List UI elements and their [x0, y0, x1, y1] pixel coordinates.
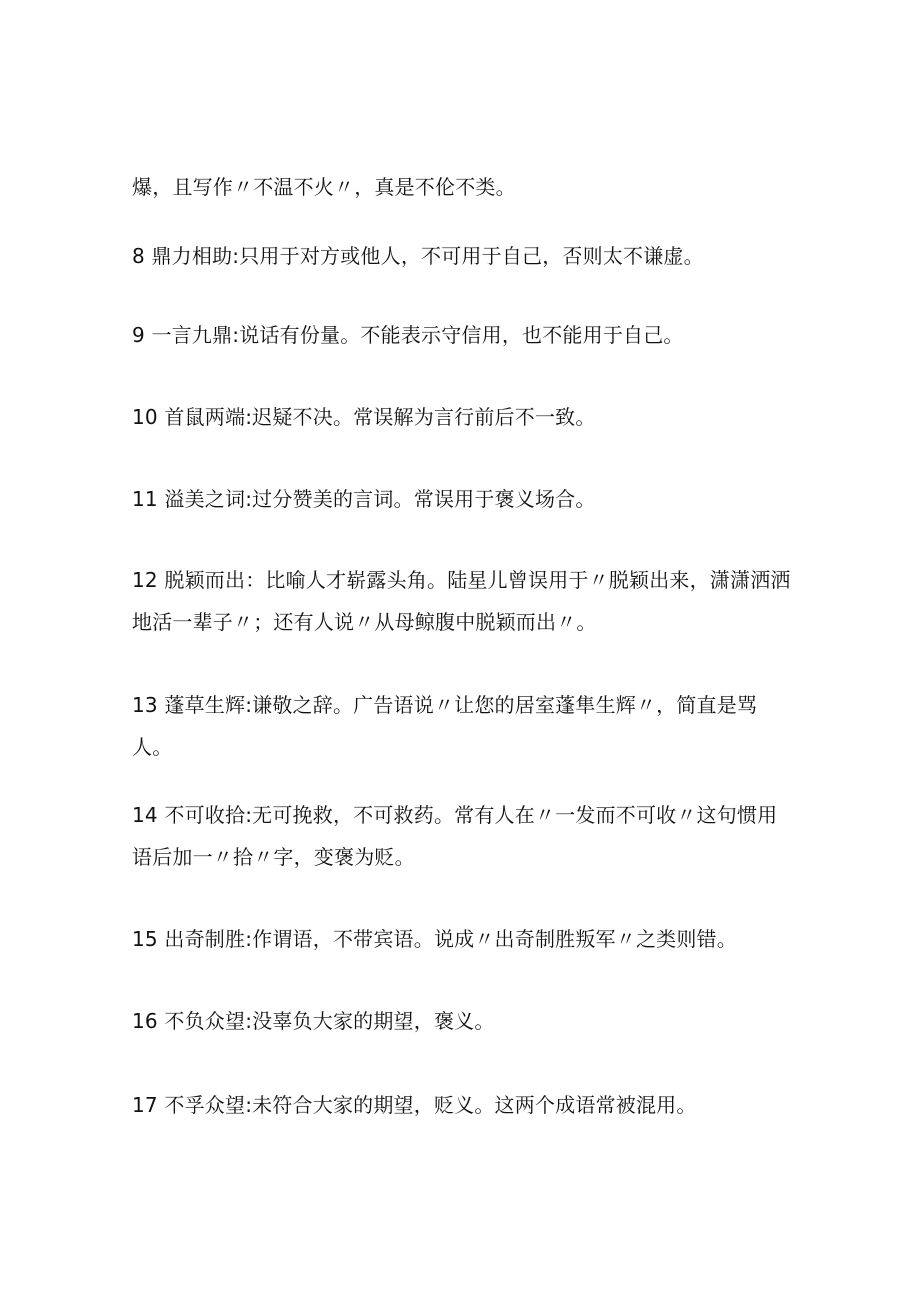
paragraph-item-17: 17 不孚众望:未符合大家的期望，贬义。这两个成语常被混用。	[132, 1093, 697, 1117]
paragraph-continuation: 爆，且写作〃不温不火〃，真是不伦不类。	[132, 175, 516, 199]
paragraph-item-10: 10 首鼠两端:迟疑不决。常误解为言行前后不一致。	[132, 405, 596, 429]
paragraph-item-13: 13 蓬草生辉:谦敬之辞。广告语说〃让您的居室蓬隼生辉〃，简直是骂人。	[132, 693, 758, 759]
paragraph-item-15: 15 出奇制胜:作谓语，不带宾语。说成〃出奇制胜叛军〃之类则错。	[132, 927, 737, 951]
paragraph-item-16: 16 不负众望:没辜负大家的期望，褒义。	[132, 1009, 495, 1033]
paragraph-item-12: 12 脱颖而出：比喻人才崭露头角。陆星儿曾误用于〃脱颖出来，潇潇洒洒地活一辈子〃；还有人说〃从母鲸腹中脱颖而出〃。	[132, 568, 791, 634]
paragraph-item-8: 8 鼎力相助:只用于对方或他人，不可用于自己，否则太不谦虚。	[132, 244, 704, 268]
paragraph-item-14: 14 不可收拾:无可挽救，不可救药。常有人在〃一发而不可收〃这句惯用语后加一〃拾〃字，变褒为贬。	[132, 803, 778, 869]
paragraph-item-9: 9 一言九鼎:说话有份量。不能表示守信用，也不能用于自己。	[132, 323, 684, 347]
paragraph-item-11: 11 溢美之词:过分赞美的言词。常误用于褒义场合。	[132, 487, 596, 511]
